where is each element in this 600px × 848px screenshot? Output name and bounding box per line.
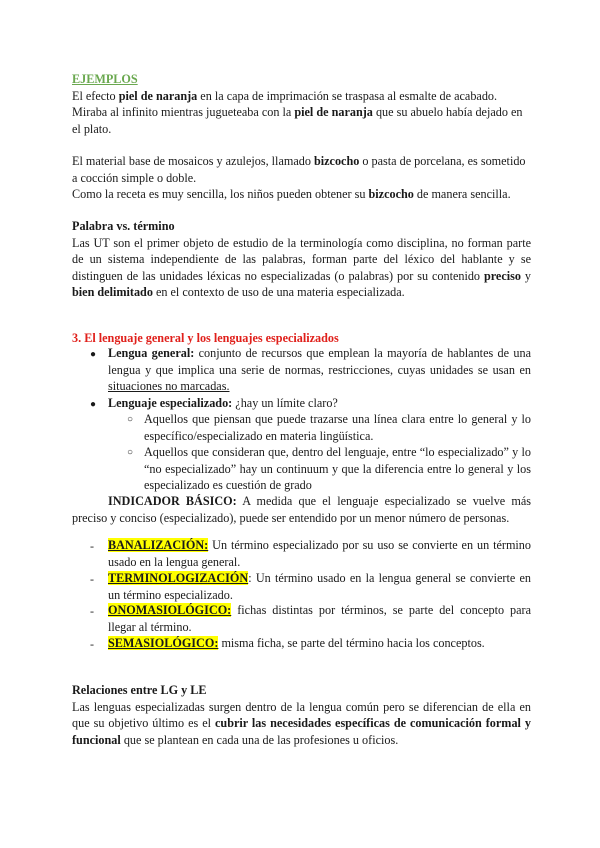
- dash-item-onomasiologico: ONOMASIOLÓGICO: fichas distintas por términos, se parte del concepto para llegar al término.: [108, 603, 531, 634]
- example-line: El material base de mosaicos y azulejos, llamado bizcocho o pasta de porcelana, es sometido: [72, 154, 526, 168]
- bullet-circle-icon: ○: [127, 447, 134, 458]
- dash-icon: -: [90, 572, 94, 586]
- ejemplos-bizcocho: [72, 153, 531, 203]
- example-line: Como la receta es muy sencilla, los niños pueden obtener su bizcocho de manera sencilla.: [72, 187, 511, 202]
- bullet-dot-icon: ●: [90, 399, 97, 410]
- dash-icon: -: [90, 637, 94, 651]
- relaciones-section: Relaciones entre LG y LE Las lenguas especializadas surgen dentro de la lengua común pero se diferencian de ella en que su objetivo último es el cubrir las necesidades específicas de comunicación formal y funcional que se plantean en cada una de las profesiones u oficios.: [72, 683, 531, 747]
- dash-item-banalizacion: BANALIZACIÓN: Un término especializado por su uso se convierte en un término usado en la lengua general.: [108, 538, 531, 569]
- bullet-lenguaje-especializado: Lenguaje especializado: ¿hay un límite claro?: [108, 396, 338, 410]
- palabra-line: Las UT son el primer objeto de estudio de la terminología como disciplina, no forman parte: [72, 235, 531, 250]
- ejemplos-section: [72, 71, 531, 137]
- relaciones-heading: Relaciones entre LG y LE: [72, 683, 207, 697]
- example-line: el plato.: [72, 121, 112, 136]
- example-line: a cocción simple o doble.: [72, 170, 197, 185]
- dash-item-semasiologico: SEMASIOLÓGICO: misma ficha, se parte del término hacia los conceptos.: [108, 636, 485, 650]
- bullet-circle-icon: ○: [127, 414, 134, 425]
- palabra-line: bien delimitado en el contexto de uso de una materia especializada.: [72, 285, 405, 300]
- ejemplos-heading: EJEMPLOS: [72, 72, 138, 86]
- dash-icon: -: [90, 604, 94, 618]
- sub-bullet-linea-clara: Aquellos que piensan que puede trazarse una línea clara entre lo general y lo específico/especializado en materia lingüística.: [144, 412, 531, 443]
- palabra-line: distinguen de las unidades léxicas no especializadas (o palabras) por su contenido preciso y: [72, 268, 532, 283]
- bullet-dot-icon: ●: [90, 349, 97, 360]
- indicador-basico: INDICADOR BÁSICO: A medida que el lenguaje especializado se vuelve más preciso y conciso (especializado), puede ser entendido por un menor número de personas.: [72, 494, 531, 525]
- dash-icon: -: [90, 539, 94, 553]
- palabra-section: [72, 218, 531, 301]
- palabra-line: de un sistema independiente de las palabras, forman parte del léxico del hablante y se: [72, 252, 531, 267]
- section3-heading: 3. El lenguaje general y los lenguajes especializados: [72, 331, 339, 345]
- dash-item-terminologizacion: TERMINOLOGIZACIÓN: Un término usado en la lengua general se convierte en un término especializado.: [108, 571, 531, 602]
- example-line: Miraba al infinito mientras jugueteaba con la piel de naranja que su abuelo había dejado en: [72, 105, 523, 120]
- example-line: El efecto piel de naranja en la capa de imprimación se traspasa al esmalte de acabado.: [72, 88, 498, 103]
- bullet-lengua-general: Lengua general: conjunto de recursos que emplean la mayoría de hablantes de una lengua y que implica una serie de normas, restricciones, cuyas unidades se usan en situaciones no marcadas.: [108, 346, 531, 394]
- sub-bullet-continuum: Aquellos que consideran que, dentro del lenguaje, entre “lo especializado” y lo “no especializado” hay un continuum y que la diferencia entre lo general y los especializado es cuestión de grado: [144, 445, 531, 493]
- palabra-heading: Palabra vs. término: [72, 219, 175, 233]
